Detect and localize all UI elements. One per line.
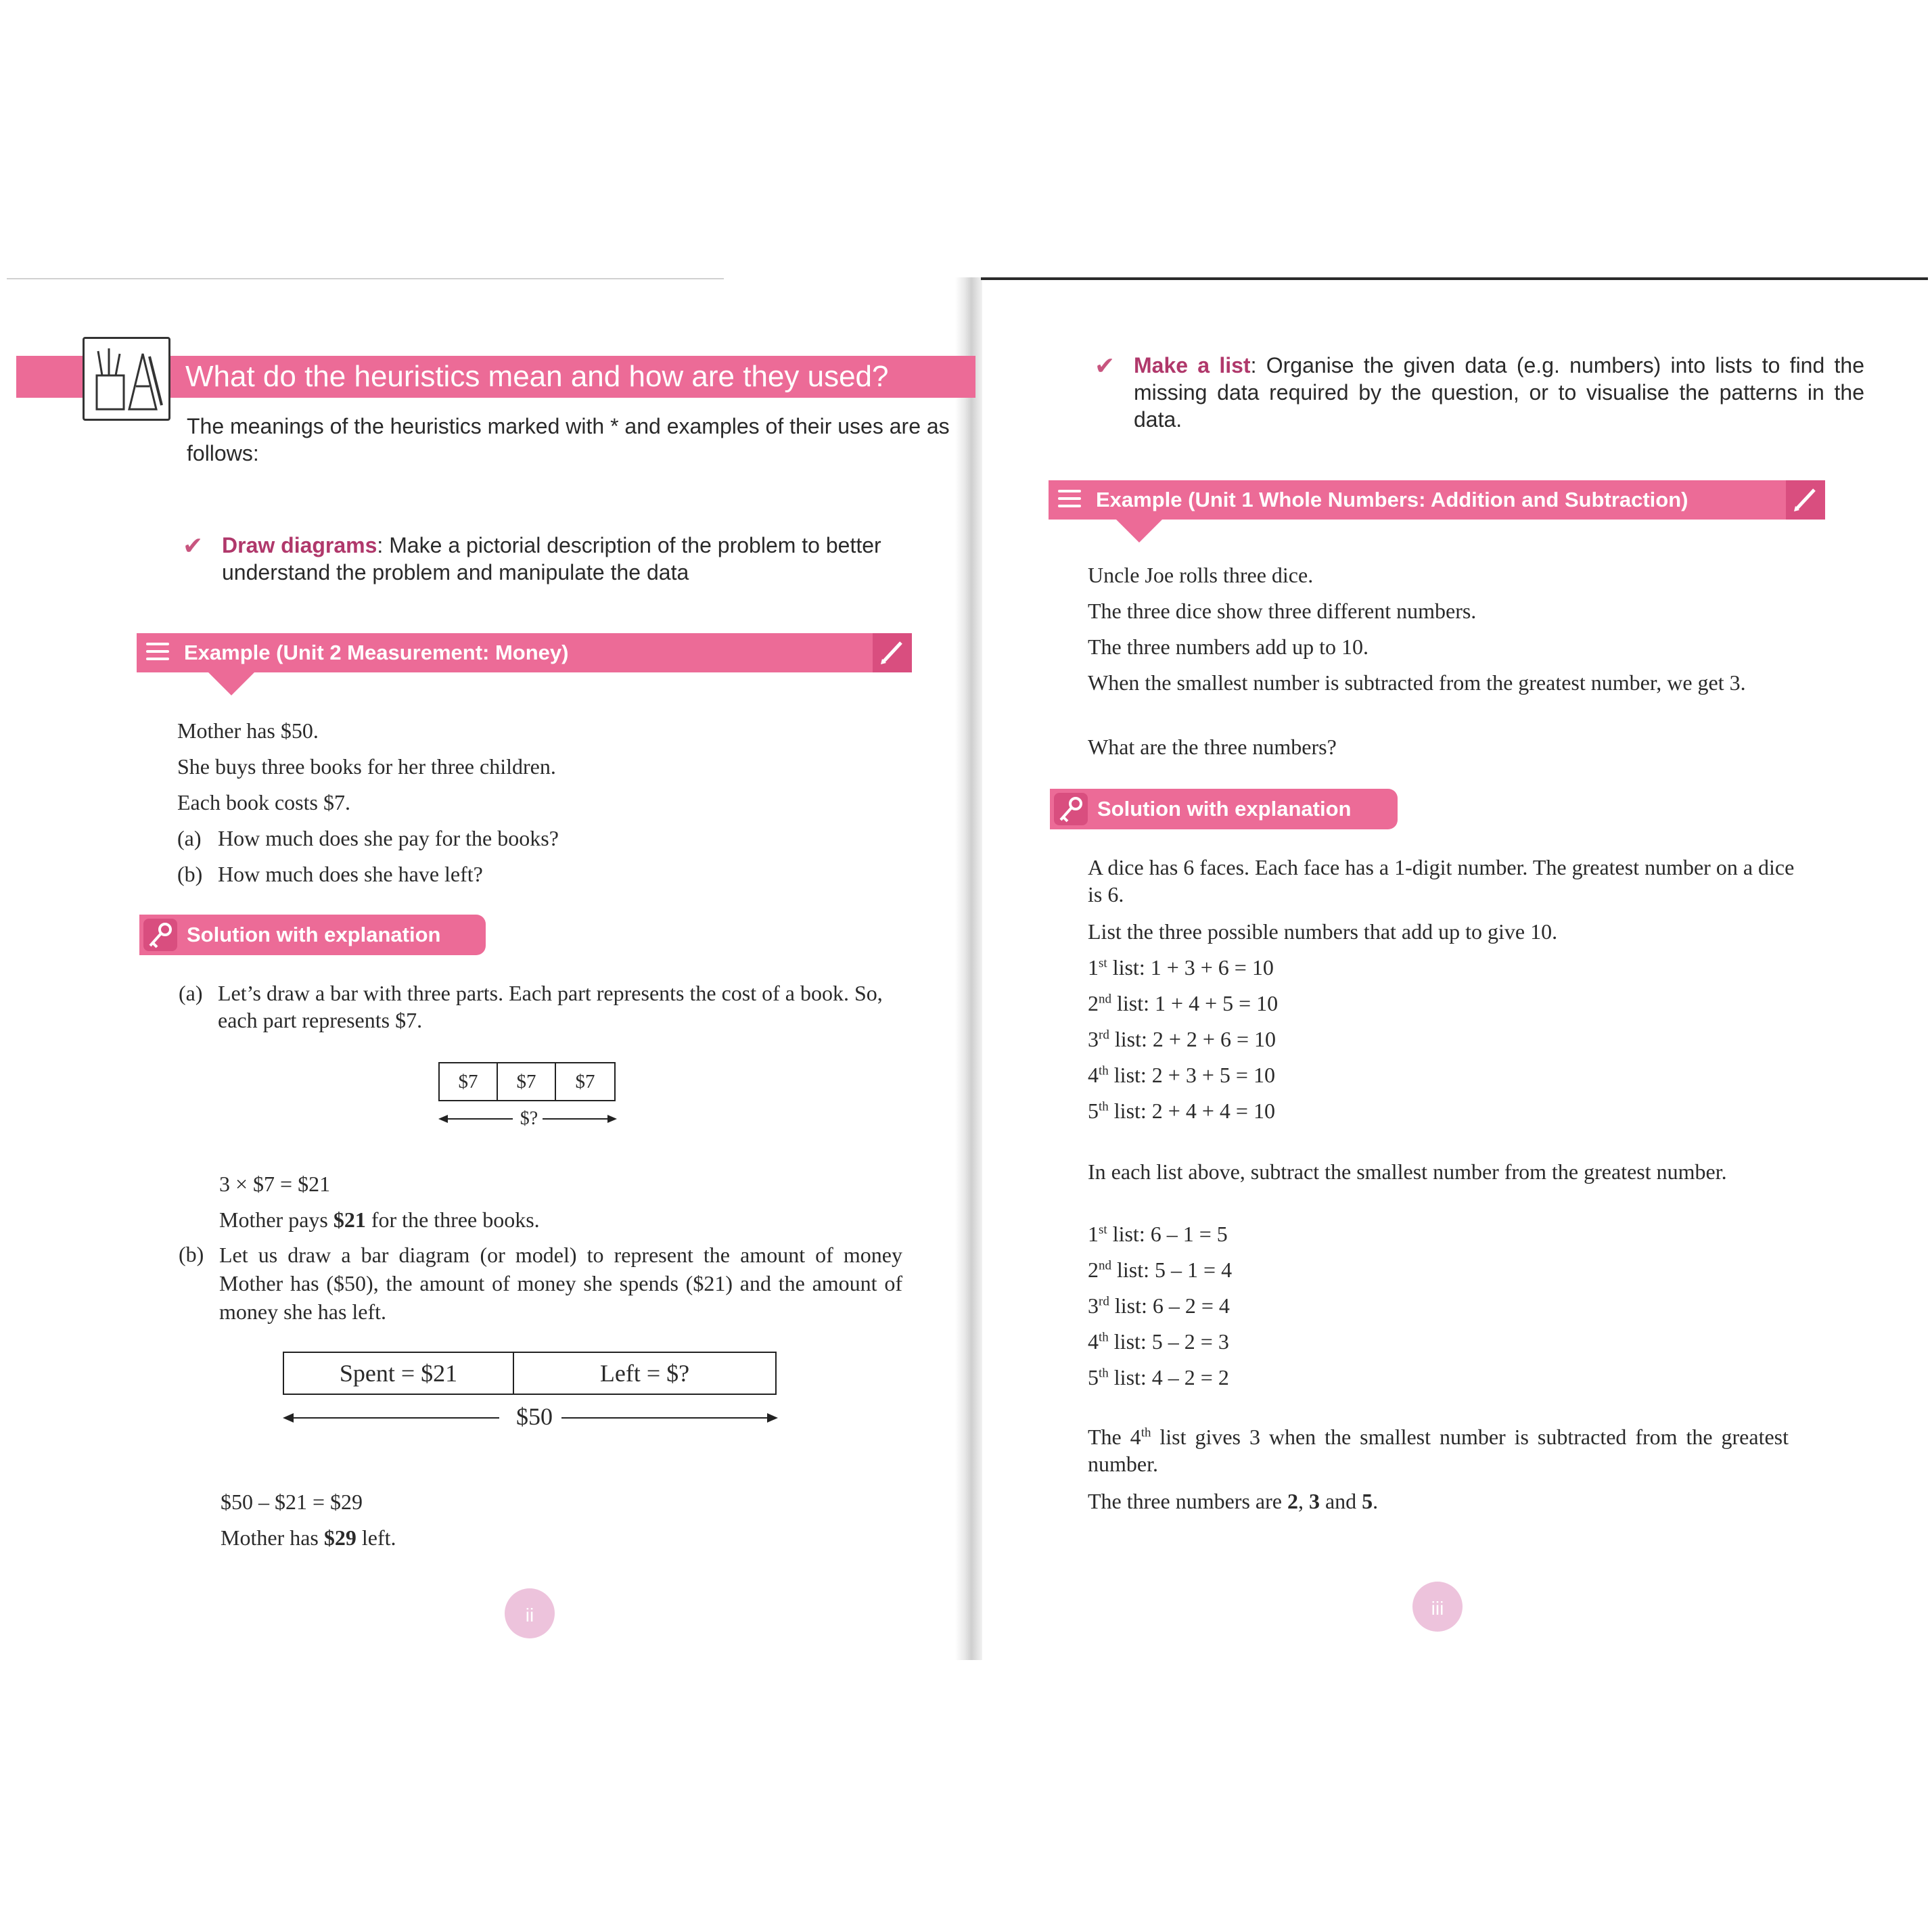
key-icon [143, 919, 177, 951]
right-page-edge [981, 277, 1928, 280]
heuristic-desc: : Organise the given data (e.g. numbers) into lists to find the missing data required by the question, or to visualise the patterns in the data. [1134, 353, 1865, 432]
heuristic-draw-diagrams [222, 532, 952, 586]
question-b-label: (b) [177, 862, 203, 886]
problem-line: Mother has $50. [177, 718, 319, 743]
check-icon: ✔ [1095, 352, 1116, 380]
pencil-icon [1786, 480, 1825, 520]
difference-list-item: 1st list: 6 – 1 = 5 [1088, 1222, 1228, 1246]
menu-icon [146, 643, 169, 663]
problem-line: The three numbers add up to 10. [1088, 635, 1368, 659]
bar-model-a-total: $? [520, 1108, 538, 1129]
solution-title: Solution with explanation [187, 923, 441, 946]
example-banner [137, 633, 912, 672]
part-b-answer: Mother has $29 left. [221, 1525, 396, 1550]
left-page [0, 277, 961, 1660]
key-icon [1054, 793, 1088, 825]
sum-list-item: 1st list: 1 + 3 + 6 = 10 [1088, 955, 1274, 980]
bar-model-b-spent: Spent = $21 [283, 1352, 514, 1395]
bar-model-a-cell: $7 [555, 1062, 616, 1101]
page-number: ii [505, 1588, 555, 1638]
part-b-text: Let us draw a bar diagram (or model) to represent the amount of money Mother has ($50), the amount of money she spends ($21) and the amount of money she has left. [219, 1243, 902, 1324]
heuristic-make-a-list [1134, 352, 1864, 433]
sum-list-item: 5th list: 2 + 4 + 4 = 10 [1088, 1099, 1275, 1123]
heuristic-desc: : Make a pictorial description of the problem to better understand the problem and manipulate the data [222, 533, 881, 584]
question-a-text: How much does she pay for the books? [218, 826, 559, 850]
intro-text: The meanings of the heuristics marked with * and examples of their uses are as follows: [187, 414, 950, 465]
left-page-edge [7, 278, 724, 279]
problem-line: She buys three books for her three children. [177, 754, 556, 779]
question-a-label: (a) [177, 826, 202, 850]
conclusion-text: The 4th list gives 3 when the smallest number is subtracted from the greatest number. [1088, 1425, 1789, 1476]
problem-line: The three dice show three different numbers. [1088, 599, 1477, 623]
heuristic-term: Draw diagrams [222, 533, 377, 557]
part-b-label: (b) [179, 1242, 204, 1266]
bar-model-b-total: $50 [516, 1403, 553, 1430]
menu-icon [1058, 490, 1081, 510]
solution-banner [139, 915, 486, 955]
difference-list-item: 2nd list: 5 – 1 = 4 [1088, 1258, 1233, 1282]
difference-intro: In each list above, subtract the smallest number from the greatest number. [1088, 1159, 1727, 1184]
solution-intro: A dice has 6 faces. Each face has a 1-digit number. The greatest number on a dice is 6. [1088, 855, 1795, 906]
part-a-answer: Mother pays $21 for the three books. [219, 1208, 540, 1232]
example-banner-notch [208, 672, 254, 695]
bar-model-a-cell: $7 [497, 1062, 556, 1101]
pencil-icon [873, 633, 912, 672]
main-heading: What do the heuristics mean and how are they used? [185, 360, 889, 393]
bar-model-a-cell: $7 [438, 1062, 498, 1101]
sum-list-item: 4th list: 2 + 3 + 5 = 10 [1088, 1063, 1275, 1087]
book-spine [955, 277, 982, 1660]
example-title: Example (Unit 1 Whole Numbers: Addition and Subtraction) [1096, 488, 1688, 511]
sum-list-item: 2nd list: 1 + 4 + 5 = 10 [1088, 991, 1279, 1015]
difference-list-item: 3rd list: 6 – 2 = 4 [1088, 1293, 1230, 1318]
check-icon: ✔ [183, 532, 204, 559]
problem-line: Uncle Joe rolls three dice. [1088, 563, 1314, 587]
heuristic-term: Make a list [1134, 353, 1251, 377]
sum-list-item: 3rd list: 2 + 2 + 6 = 10 [1088, 1027, 1276, 1051]
problem-line: Each book costs $7. [177, 790, 350, 814]
question-b-text: How much does she have left? [218, 862, 483, 886]
final-answer: The three numbers are 2, 3 and 5. [1088, 1489, 1379, 1513]
stationery-icon [83, 337, 170, 421]
bar-model-b-left: Left = $? [513, 1352, 777, 1395]
difference-list-item: 4th list: 5 – 2 = 3 [1088, 1329, 1229, 1354]
page-number: iii [1412, 1582, 1463, 1632]
example-banner [1049, 480, 1825, 520]
part-b-equation: $50 – $21 = $29 [221, 1490, 363, 1514]
list-intro: List the three possible numbers that add up to give 10. [1088, 919, 1558, 944]
part-a-equation: 3 × $7 = $21 [219, 1172, 331, 1196]
example-title: Example (Unit 2 Measurement: Money) [184, 641, 569, 664]
problem-line: When the smallest number is subtracted from the greatest number, we get 3. [1088, 670, 1746, 695]
solution-banner [1050, 789, 1398, 829]
problem-line: What are the three numbers? [1088, 735, 1337, 759]
part-a-text: Let’s draw a bar with three parts. Each part represents the cost of a book. So, each part represents $7. [218, 981, 883, 1032]
part-a-label: (a) [179, 981, 203, 1005]
difference-list-item: 5th list: 4 – 2 = 2 [1088, 1365, 1229, 1389]
solution-title: Solution with explanation [1097, 797, 1352, 821]
example-banner-notch [1116, 520, 1162, 543]
